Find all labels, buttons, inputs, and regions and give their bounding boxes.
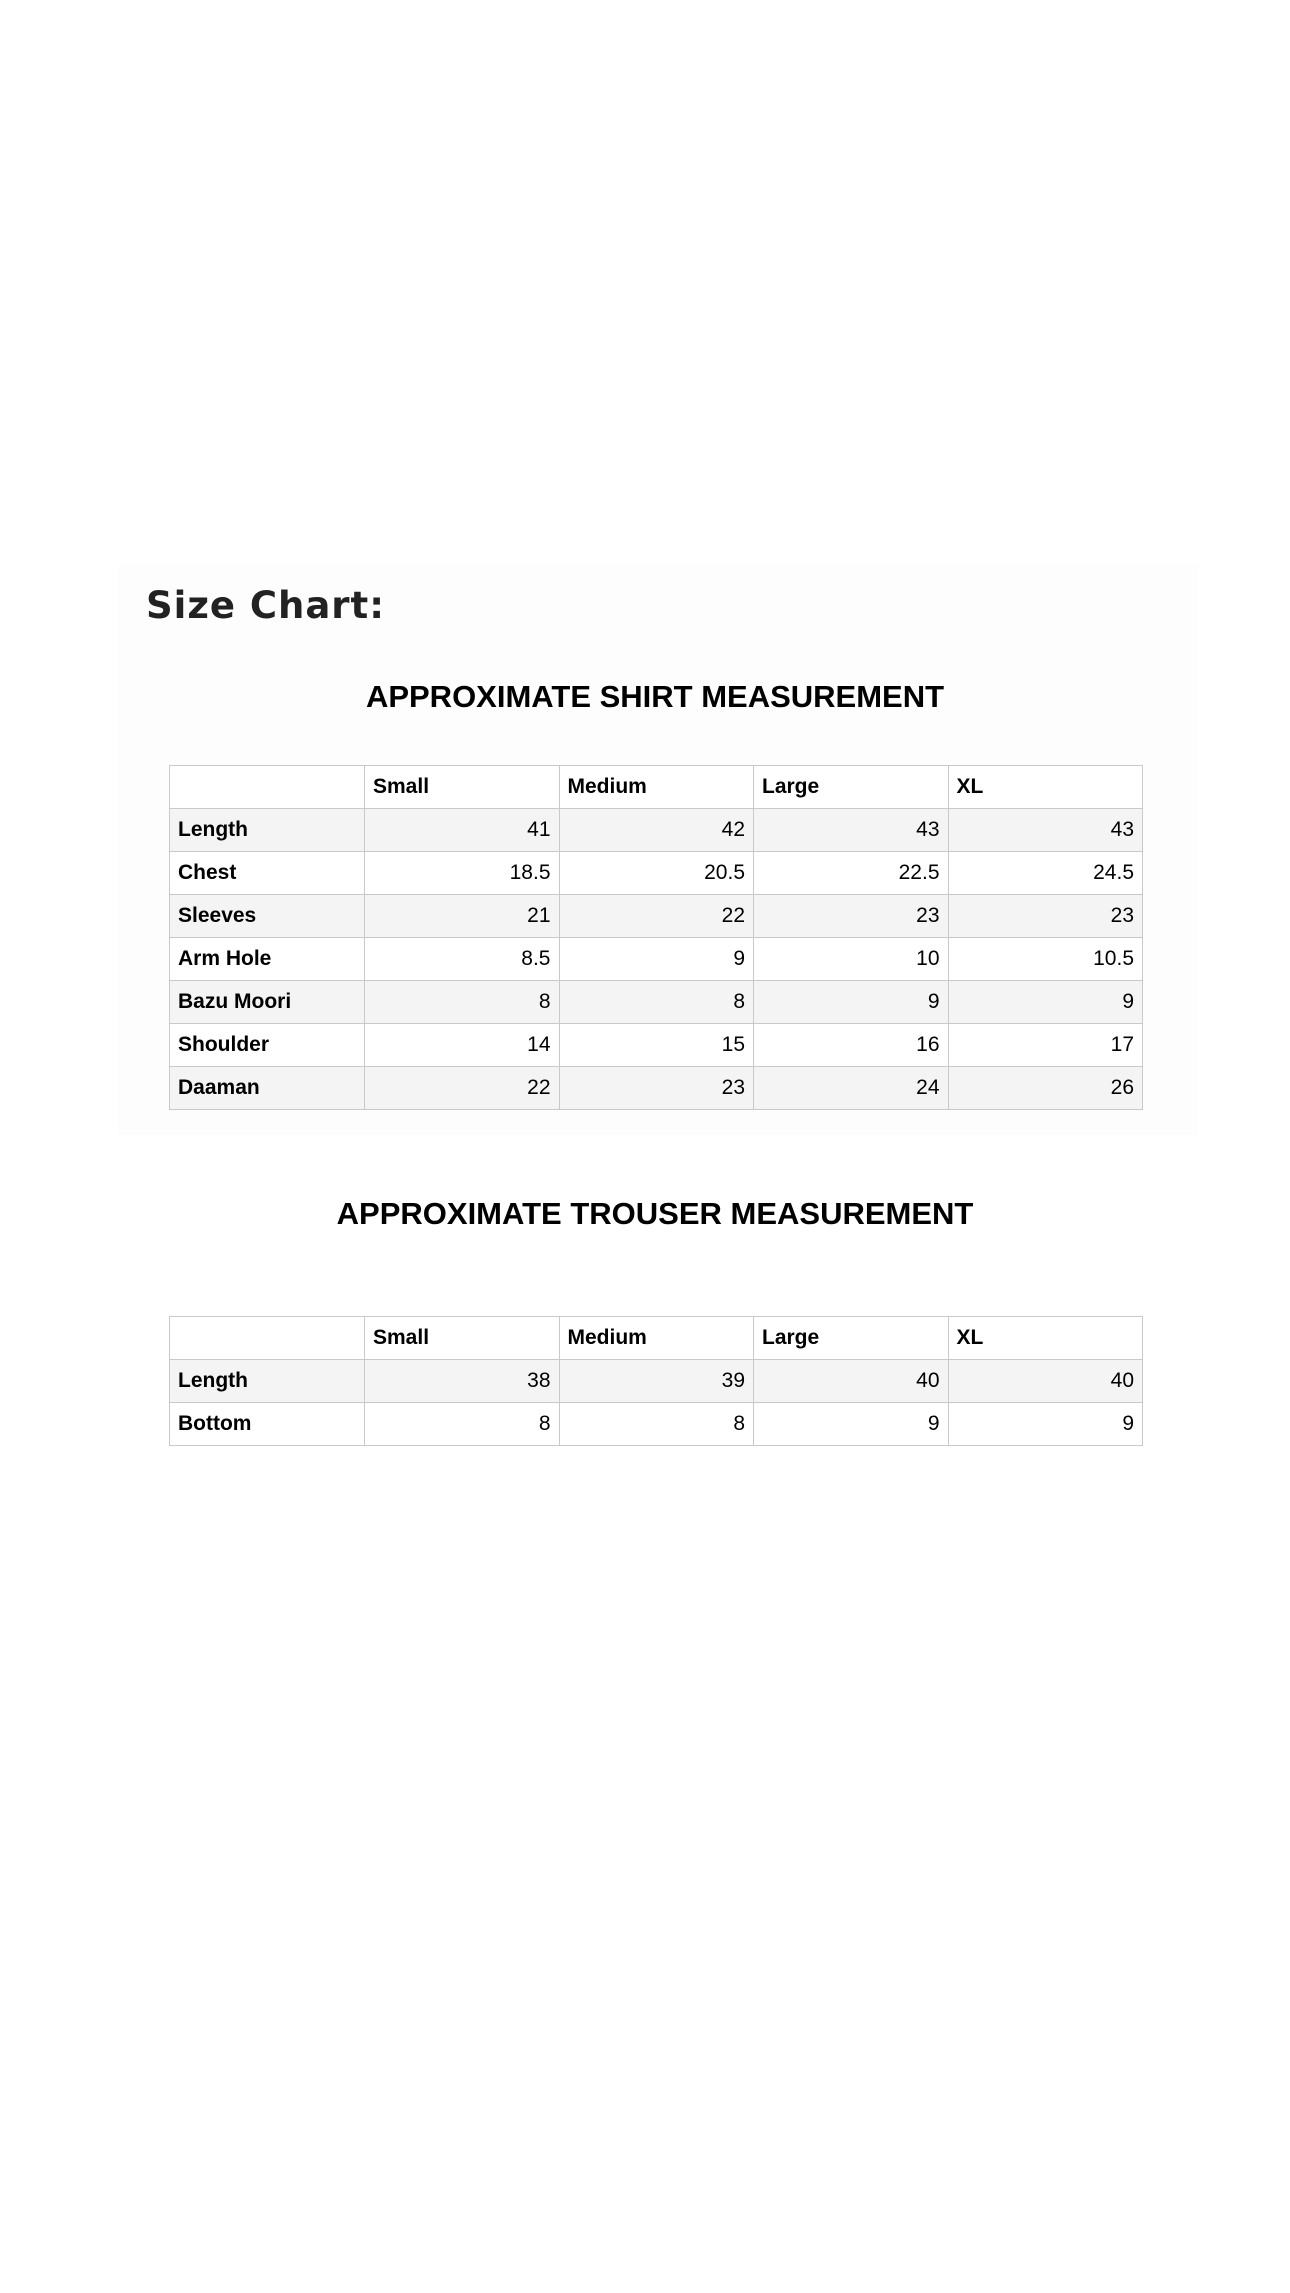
value-cell: 16 (754, 1024, 949, 1067)
value-cell: 9 (559, 938, 754, 981)
header-cell-small: Small (365, 766, 560, 809)
header-cell-small: Small (365, 1317, 560, 1360)
row-label: Arm Hole (170, 938, 365, 981)
value-cell: 43 (754, 809, 949, 852)
value-cell: 38 (365, 1360, 560, 1403)
value-cell: 9 (948, 981, 1143, 1024)
value-cell: 22.5 (754, 852, 949, 895)
value-cell: 22 (365, 1067, 560, 1110)
table-row (170, 1024, 1143, 1067)
row-label: Length (170, 809, 365, 852)
header-cell-xl: XL (948, 1317, 1143, 1360)
value-cell: 20.5 (559, 852, 754, 895)
header-cell-medium: Medium (559, 1317, 754, 1360)
shirt-size-table (169, 765, 1143, 1110)
value-cell: 42 (559, 809, 754, 852)
header-cell-large: Large (754, 1317, 949, 1360)
value-cell: 10 (754, 938, 949, 981)
header-cell-empty (170, 1317, 365, 1360)
table-row (170, 852, 1143, 895)
row-label: Daaman (170, 1067, 365, 1110)
value-cell: 23 (559, 1067, 754, 1110)
value-cell: 9 (754, 981, 949, 1024)
value-cell: 24.5 (948, 852, 1143, 895)
table-row (170, 1403, 1143, 1446)
value-cell: 9 (754, 1403, 949, 1446)
value-cell: 18.5 (365, 852, 560, 895)
table-row (170, 1360, 1143, 1403)
header-cell-medium: Medium (559, 766, 754, 809)
row-label: Length (170, 1360, 365, 1403)
page-title: Size Chart: (146, 584, 386, 627)
table-header-row (170, 1317, 1143, 1360)
value-cell: 23 (754, 895, 949, 938)
table-row (170, 938, 1143, 981)
value-cell: 8 (559, 981, 754, 1024)
value-cell: 41 (365, 809, 560, 852)
row-label: Bazu Moori (170, 981, 365, 1024)
value-cell: 43 (948, 809, 1143, 852)
value-cell: 26 (948, 1067, 1143, 1110)
header-cell-empty (170, 766, 365, 809)
table-row (170, 981, 1143, 1024)
row-label: Bottom (170, 1403, 365, 1446)
value-cell: 39 (559, 1360, 754, 1403)
header-cell-large: Large (754, 766, 949, 809)
value-cell: 14 (365, 1024, 560, 1067)
value-cell: 40 (754, 1360, 949, 1403)
table-row (170, 895, 1143, 938)
row-label: Sleeves (170, 895, 365, 938)
value-cell: 8 (559, 1403, 754, 1446)
table-row (170, 809, 1143, 852)
table-header-row (170, 766, 1143, 809)
shirt-table-title: APPROXIMATE SHIRT MEASUREMENT (365, 679, 945, 714)
value-cell: 8 (365, 981, 560, 1024)
value-cell: 15 (559, 1024, 754, 1067)
row-label: Chest (170, 852, 365, 895)
row-label: Shoulder (170, 1024, 365, 1067)
trouser-table-title: APPROXIMATE TROUSER MEASUREMENT (336, 1196, 974, 1231)
trouser-size-table (169, 1316, 1143, 1446)
value-cell: 10.5 (948, 938, 1143, 981)
value-cell: 40 (948, 1360, 1143, 1403)
value-cell: 8.5 (365, 938, 560, 981)
value-cell: 8 (365, 1403, 560, 1446)
value-cell: 23 (948, 895, 1143, 938)
value-cell: 24 (754, 1067, 949, 1110)
header-cell-xl: XL (948, 766, 1143, 809)
value-cell: 17 (948, 1024, 1143, 1067)
value-cell: 21 (365, 895, 560, 938)
value-cell: 9 (948, 1403, 1143, 1446)
table-row (170, 1067, 1143, 1110)
value-cell: 22 (559, 895, 754, 938)
